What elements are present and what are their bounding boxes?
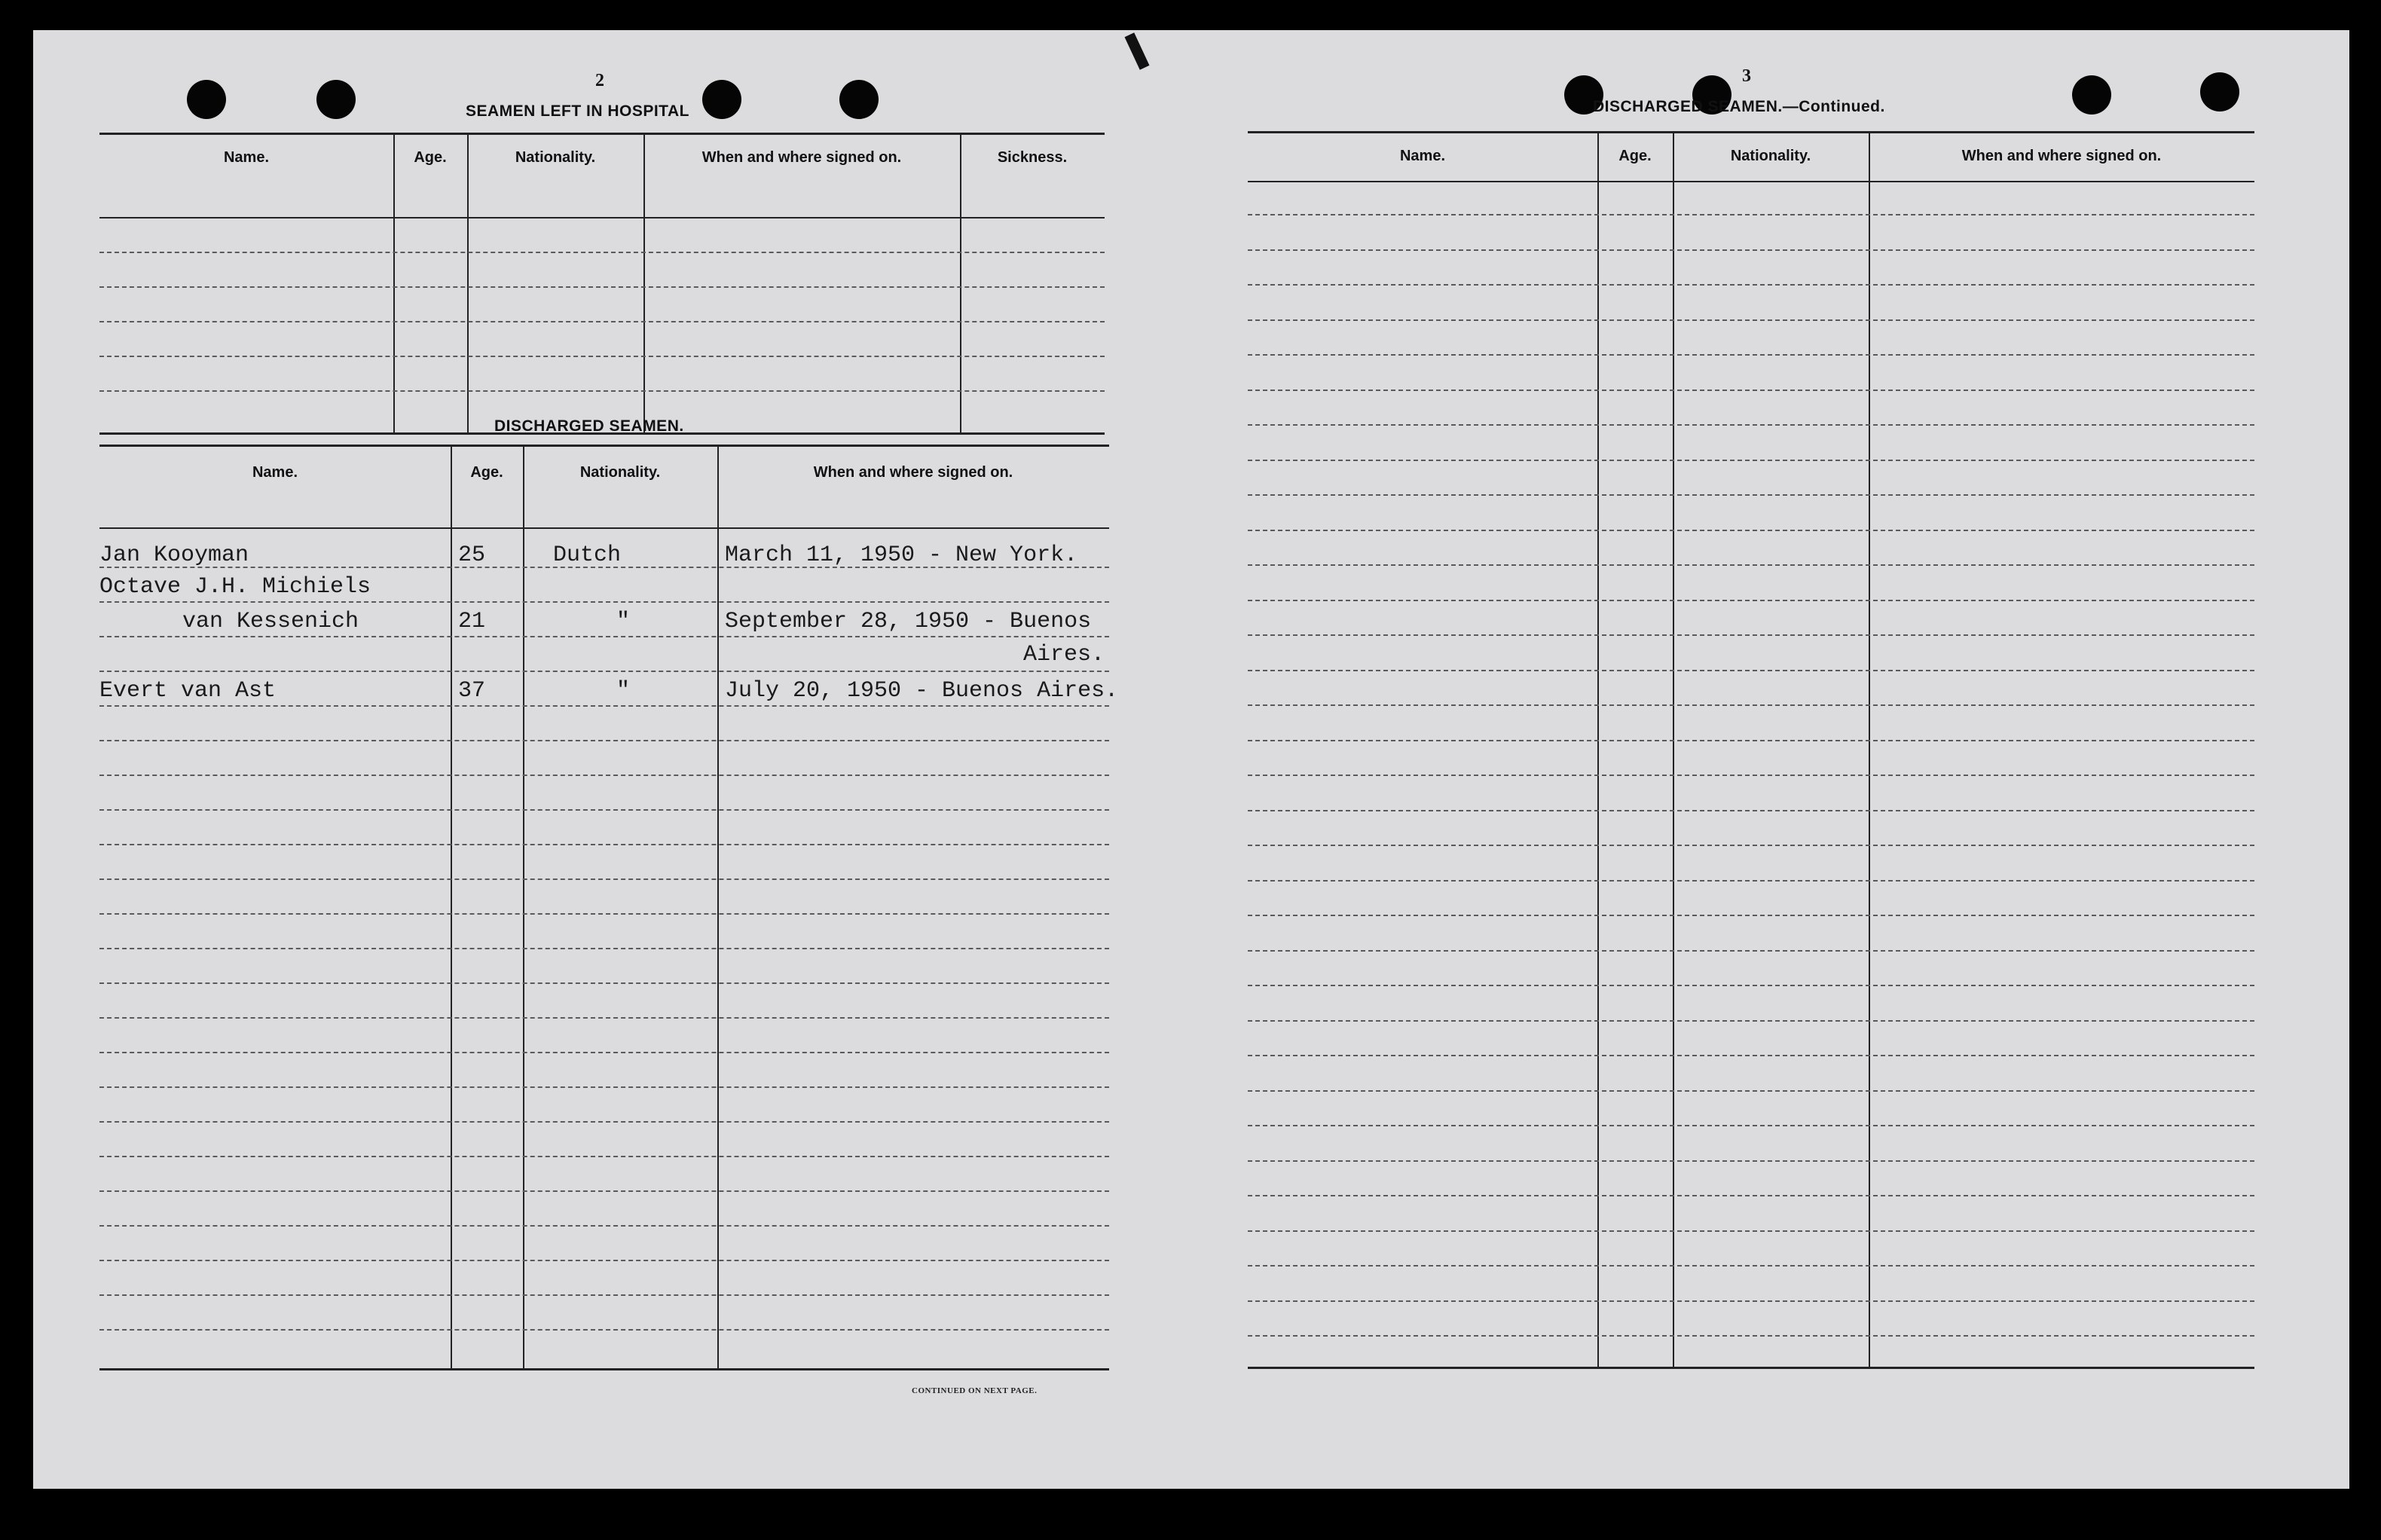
header-name: Name. — [252, 464, 298, 481]
row-rule — [99, 1121, 1109, 1123]
row-rule — [1248, 880, 2254, 882]
left-page-number: 2 — [595, 71, 604, 90]
row-rule — [1248, 634, 2254, 636]
row-rule — [99, 948, 1109, 949]
row-rule — [1248, 1300, 2254, 1302]
row-rule — [1248, 424, 2254, 426]
row-rule — [99, 878, 1109, 880]
seaman-nationality: " — [616, 678, 631, 704]
punch-hole — [2072, 75, 2111, 115]
discharged-table — [99, 445, 1119, 1379]
row-rule — [99, 601, 1109, 603]
table-top-rule — [1248, 131, 2254, 133]
row-rule — [1248, 284, 2254, 286]
table-bottom-rule — [1248, 1367, 2254, 1369]
row-rule — [99, 775, 1109, 776]
column-rule — [523, 445, 524, 1368]
row-rule — [1248, 985, 2254, 986]
row-rule — [99, 286, 1105, 288]
row-rule — [99, 1156, 1109, 1157]
row-rule — [99, 390, 1105, 392]
row-rule — [1248, 1230, 2254, 1232]
row-rule — [99, 982, 1109, 984]
hospital-table — [99, 133, 1105, 442]
column-rule — [1597, 131, 1599, 1367]
seaman-name: Jan Kooyman — [99, 542, 249, 568]
row-rule — [99, 1190, 1109, 1192]
seaman-age: 21 — [458, 609, 486, 634]
punch-hole — [316, 80, 356, 119]
row-rule — [99, 567, 1109, 568]
header-signed-on: When and where signed on. — [813, 464, 1013, 481]
row-rule — [99, 1086, 1109, 1088]
column-rule — [467, 133, 469, 434]
row-rule — [99, 252, 1105, 253]
row-rule — [99, 321, 1105, 322]
row-rule — [1248, 1125, 2254, 1126]
header-nationality: Nationality. — [1730, 148, 1811, 164]
column-rule — [717, 445, 719, 1368]
table-bottom-rule — [99, 1368, 1109, 1370]
seaman-age: 25 — [458, 542, 486, 568]
row-rule — [1248, 810, 2254, 811]
row-rule — [99, 671, 1109, 672]
row-rule — [99, 1017, 1109, 1019]
table-top-rule — [99, 445, 1109, 447]
row-rule — [99, 740, 1109, 741]
row-rule — [1248, 845, 2254, 846]
row-rule — [1248, 530, 2254, 531]
row-rule — [1248, 670, 2254, 671]
document-sheet — [33, 30, 2349, 1489]
row-rule — [99, 1052, 1109, 1053]
discharged-section-title: DISCHARGED SEAMEN. — [494, 417, 684, 435]
row-rule — [1248, 950, 2254, 952]
header-sickness: Sickness. — [997, 149, 1068, 166]
header-age: Age. — [1618, 148, 1652, 164]
row-rule — [99, 705, 1109, 707]
row-rule — [99, 1260, 1109, 1261]
row-rule — [1248, 249, 2254, 251]
header-rule — [1248, 181, 2254, 182]
row-rule — [99, 636, 1109, 637]
seaman-signed-on: March 11, 1950 - New York. — [725, 542, 1078, 568]
column-rule — [643, 133, 645, 434]
seaman-signed-on: September 28, 1950 - Buenos — [725, 609, 1092, 634]
right-page-number: 3 — [1742, 66, 1751, 86]
row-rule — [1248, 564, 2254, 566]
punch-hole — [702, 80, 741, 119]
seaman-name: van Kessenich — [182, 609, 359, 634]
header-age: Age. — [470, 464, 503, 481]
ink-mark — [1125, 32, 1150, 69]
punch-hole — [187, 80, 226, 119]
column-rule — [1869, 131, 1870, 1367]
row-rule — [99, 356, 1105, 357]
row-rule — [1248, 740, 2254, 741]
row-rule — [1248, 1195, 2254, 1196]
seaman-age: 37 — [458, 678, 486, 704]
row-rule — [1248, 494, 2254, 496]
row-rule — [1248, 1055, 2254, 1056]
column-rule — [451, 445, 452, 1368]
row-rule — [1248, 1090, 2254, 1092]
row-rule — [99, 1225, 1109, 1227]
header-nationality: Nationality. — [515, 149, 596, 166]
row-rule — [99, 913, 1109, 915]
header-signed-on: When and where signed on. — [1961, 148, 2162, 164]
header-age: Age. — [414, 149, 447, 166]
column-rule — [1673, 131, 1674, 1367]
row-rule — [1248, 1160, 2254, 1162]
seaman-nationality: " — [616, 609, 631, 634]
hospital-section-title: SEAMEN LEFT IN HOSPITAL — [466, 102, 689, 120]
header-name: Name. — [223, 149, 270, 166]
column-rule — [960, 133, 961, 434]
header-signed-on: When and where signed on. — [701, 149, 902, 166]
row-rule — [1248, 390, 2254, 391]
header-rule — [99, 527, 1109, 529]
seaman-name: Evert van Ast — [99, 678, 277, 704]
column-rule — [393, 133, 395, 434]
discharged-continued-table — [1248, 131, 2254, 1382]
row-rule — [1248, 704, 2254, 706]
row-rule — [1248, 775, 2254, 776]
header-rule — [99, 217, 1105, 218]
seaman-nationality: Dutch — [553, 542, 622, 568]
row-rule — [99, 1329, 1109, 1331]
header-nationality: Nationality. — [579, 464, 661, 481]
header-name: Name. — [1399, 148, 1446, 164]
row-rule — [1248, 354, 2254, 356]
right-section-title: DISCHARGED SEAMEN.—Continued. — [1593, 98, 1885, 115]
row-rule — [1248, 460, 2254, 461]
row-rule — [1248, 1020, 2254, 1022]
row-rule — [99, 844, 1109, 845]
seaman-signed-on: July 20, 1950 - Buenos Aires. — [725, 678, 1119, 704]
row-rule — [99, 1294, 1109, 1296]
table-top-rule — [99, 133, 1105, 135]
row-rule — [1248, 1335, 2254, 1337]
punch-hole — [839, 80, 879, 119]
row-rule — [1248, 600, 2254, 601]
punch-hole — [2200, 72, 2239, 112]
continued-note: CONTINUED ON NEXT PAGE. — [912, 1386, 1038, 1395]
seaman-name: Octave J.H. Michiels — [99, 574, 371, 600]
seaman-signed-on: Aires. — [1023, 642, 1105, 668]
row-rule — [1248, 1265, 2254, 1267]
row-rule — [99, 809, 1109, 811]
row-rule — [1248, 915, 2254, 916]
row-rule — [1248, 319, 2254, 321]
row-rule — [1248, 214, 2254, 215]
